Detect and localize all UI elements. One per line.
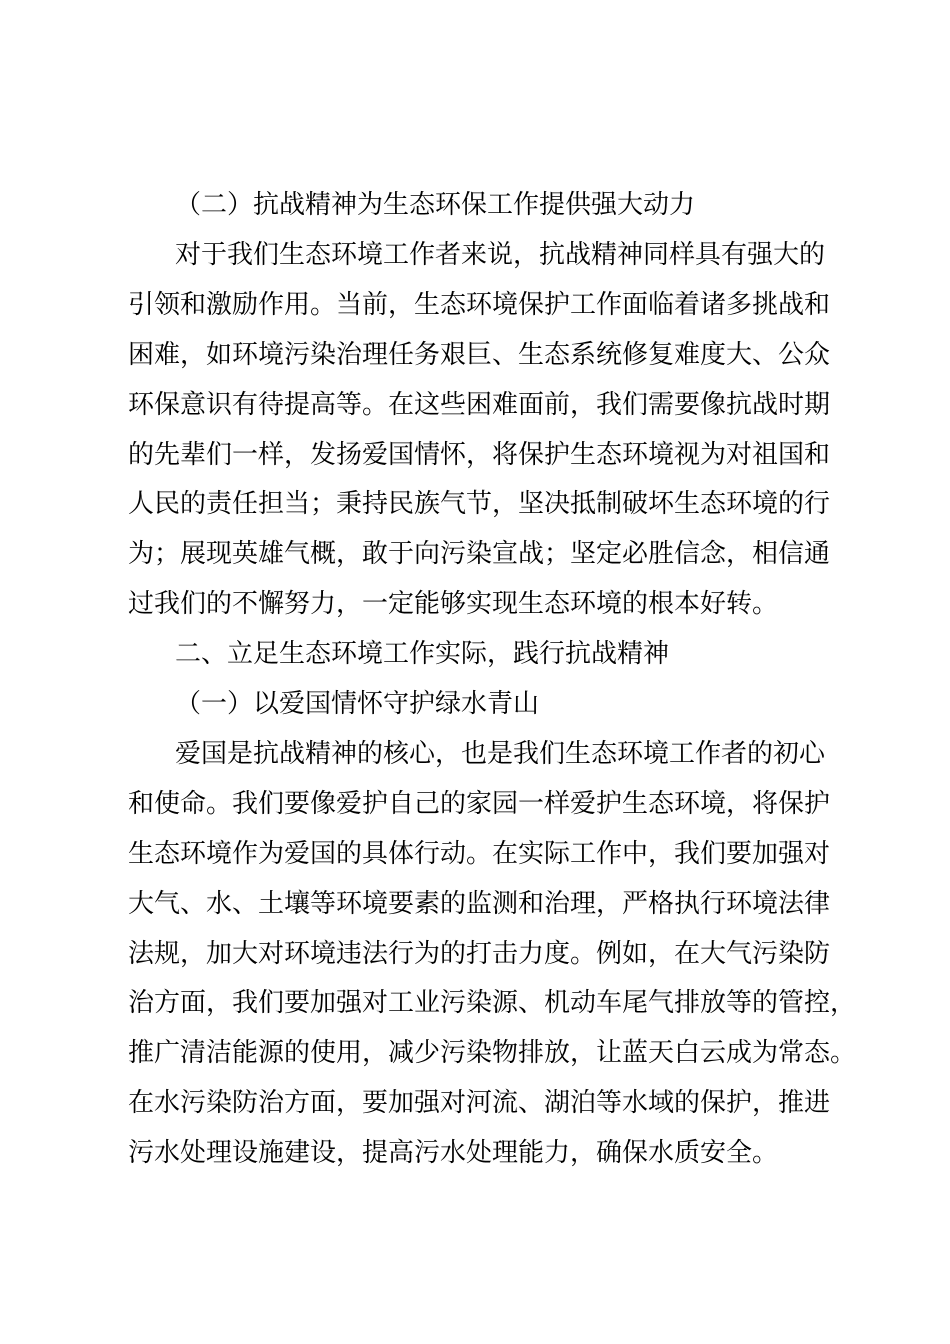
paragraph-line: 环保意识有待提高等。在这些困难面前，我们需要像抗战时期 [128,389,831,420]
paragraph-line: 法规，加大对环境违法行为的打击力度。例如，在大气污染防 [128,938,831,969]
paragraph-line: 爱国是抗战精神的核心，也是我们生态环境工作者的初心 [175,738,826,769]
paragraph-line: 人民的责任担当；秉持民族气节，坚决抵制破坏生态环境的行 [128,489,831,520]
paragraph-line: 推广清洁能源的使用，减少污染物排放，让蓝天白云成为常态。 [128,1038,857,1069]
paragraph-line: 引领和激励作用。当前，生态环境保护工作面临着诸多挑战和 [128,289,831,320]
paragraph-line: 为；展现英雄气概，敢于向污染宣战；坚定必胜信念，相信通 [128,539,831,570]
subheading: （一）以爱国情怀守护绿水青山 [175,689,540,719]
subheading: （二）抗战精神为生态环保工作提供强大动力 [175,190,696,220]
paragraph-line: 过我们的不懈努力，一定能够实现生态环境的根本好转。 [128,589,779,620]
paragraph-line: 对于我们生态环境工作者来说，抗战精神同样具有强大的 [175,239,826,270]
paragraph-line: 和使命。我们要像爱护自己的家园一样爱护生态环境，将保护 [128,788,831,819]
paragraph-line: 生态环境作为爱国的具体行动。在实际工作中，我们要加强对 [128,838,831,869]
paragraph-line: 困难，如环境污染治理任务艰巨、生态系统修复难度大、公众 [128,339,831,370]
paragraph-line: 的先辈们一样，发扬爱国情怀，将保护生态环境视为对祖国和 [128,439,831,470]
paragraph-line: 在水污染防治方面，要加强对河流、湖泊等水域的保护，推进 [128,1088,831,1119]
paragraph-line: 污水处理设施建设，提高污水处理能力，确保水质安全。 [128,1138,779,1169]
section-heading: 二、立足生态环境工作实际，践行抗战精神 [175,639,670,670]
paragraph-line: 治方面，我们要加强对工业污染源、机动车尾气排放等的管控， [128,988,857,1019]
paragraph-line: 大气、水、土壤等环境要素的监测和治理，严格执行环境法律 [128,888,831,919]
